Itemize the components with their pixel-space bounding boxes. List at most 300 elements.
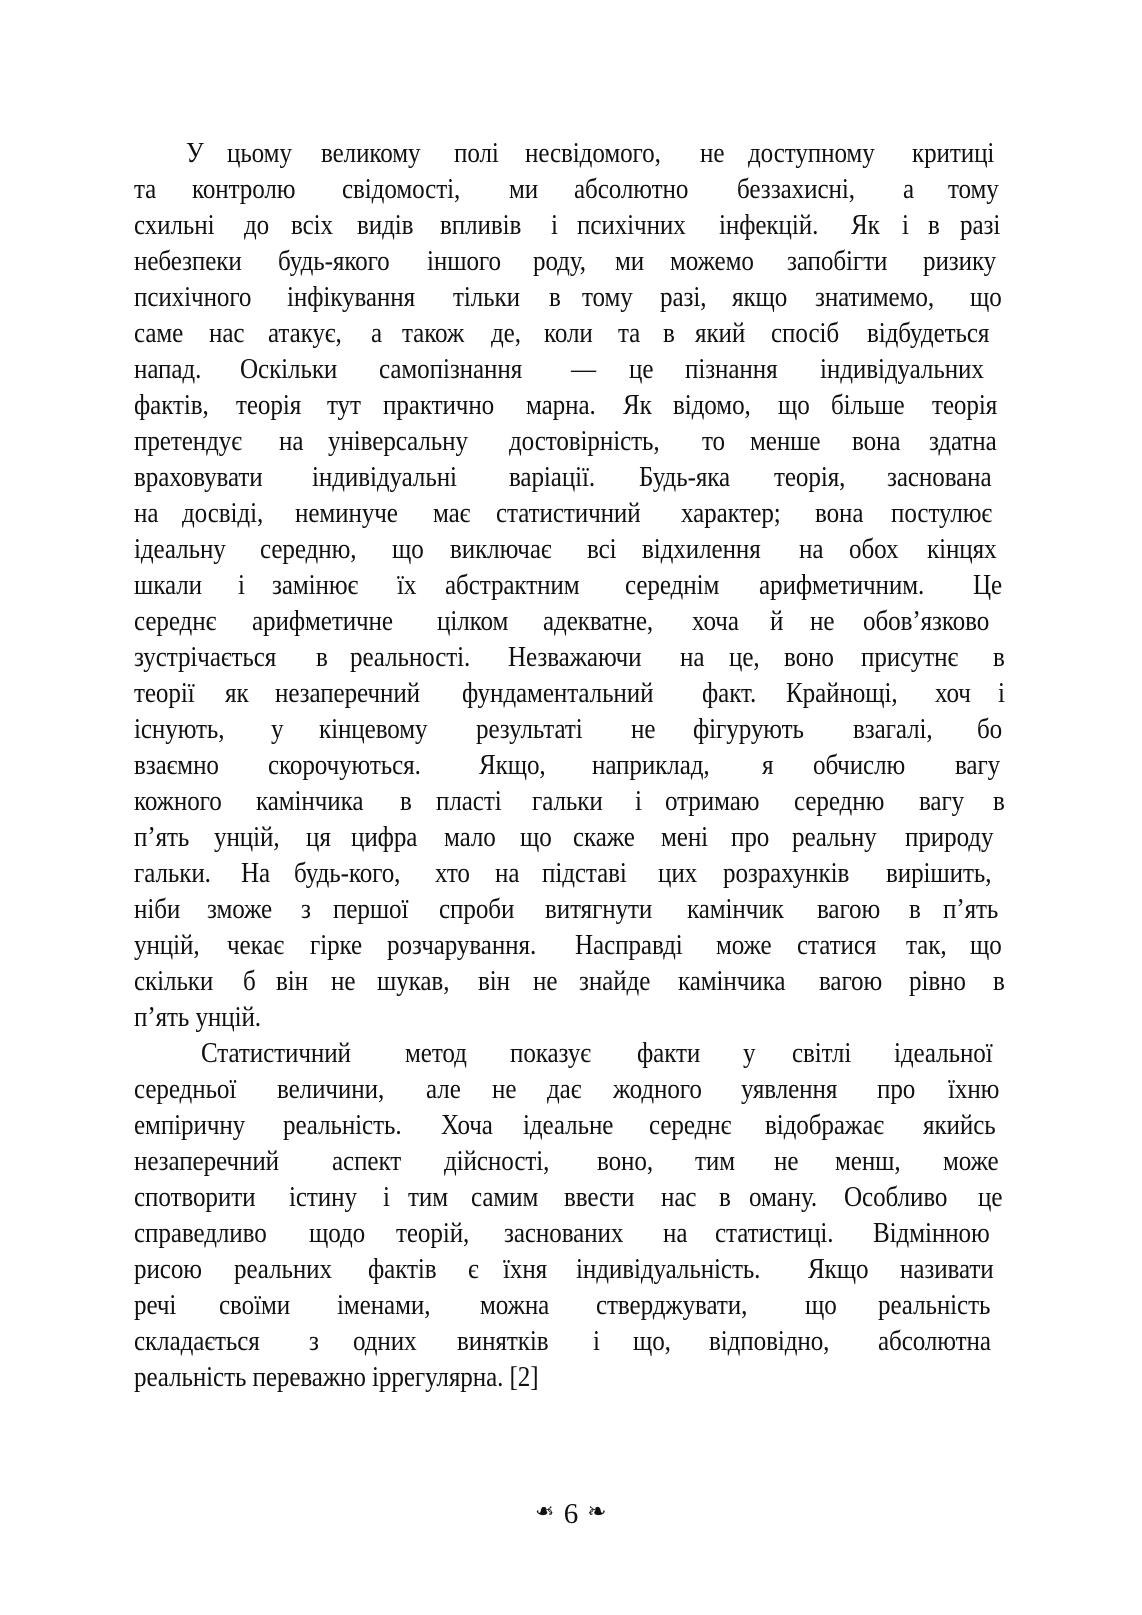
word: вирішить, bbox=[886, 858, 992, 889]
word: вагу bbox=[919, 786, 965, 817]
word: відомо, bbox=[672, 390, 751, 421]
word: достовірність, bbox=[509, 426, 660, 457]
word: середнє bbox=[648, 1110, 732, 1141]
word: емпіричну bbox=[134, 1110, 246, 1141]
text-line bbox=[134, 928, 1006, 964]
word: і bbox=[901, 210, 909, 241]
word: Якщо bbox=[808, 1254, 869, 1285]
word: фігурують bbox=[693, 714, 804, 745]
word: унцій, bbox=[214, 822, 280, 853]
word: так, bbox=[905, 930, 947, 961]
word: На bbox=[241, 858, 271, 889]
word: теорія, bbox=[774, 462, 846, 493]
paragraph-indent bbox=[134, 1036, 166, 1072]
word: гальки. bbox=[134, 858, 211, 889]
word: відповідно, bbox=[708, 1326, 830, 1357]
word: існують, bbox=[134, 714, 225, 745]
word: і bbox=[237, 570, 245, 601]
word: нас bbox=[661, 1182, 697, 1213]
word: є bbox=[468, 1254, 480, 1285]
word: вона bbox=[852, 426, 901, 457]
word: хоч bbox=[934, 678, 971, 709]
word: зможе bbox=[206, 894, 272, 925]
word: першої bbox=[332, 894, 409, 925]
word: як bbox=[225, 678, 249, 709]
word: в bbox=[909, 894, 922, 925]
word: речі bbox=[134, 1290, 177, 1321]
body-text bbox=[134, 136, 1006, 1396]
word: їхня bbox=[503, 1254, 548, 1285]
word: також bbox=[401, 318, 465, 349]
word: ця bbox=[305, 822, 331, 853]
word: небезпеки bbox=[134, 246, 242, 277]
word: атакує, bbox=[267, 318, 342, 349]
text-line bbox=[134, 208, 1006, 244]
word: аспект bbox=[332, 1146, 402, 1177]
word: доступному bbox=[748, 138, 875, 169]
word: пізнання bbox=[685, 354, 779, 385]
word: будь-якого bbox=[278, 246, 390, 277]
text-line bbox=[134, 1216, 1006, 1252]
word: оману. bbox=[749, 1182, 818, 1213]
word: неминуче bbox=[295, 498, 399, 529]
word: це bbox=[628, 354, 654, 385]
word: статися bbox=[797, 930, 877, 961]
text-line bbox=[134, 676, 1006, 712]
word: фундаментальний bbox=[461, 678, 654, 709]
word: в bbox=[992, 966, 1005, 997]
word: про bbox=[731, 822, 770, 853]
word: хоча bbox=[692, 606, 740, 637]
leaf-ornament-right: ❧ bbox=[587, 1499, 607, 1525]
word: нас bbox=[208, 318, 245, 349]
text-line bbox=[134, 604, 1006, 640]
text-line bbox=[134, 244, 1006, 280]
word: унцій, bbox=[134, 930, 200, 961]
word: цих bbox=[658, 858, 698, 889]
page-footer bbox=[0, 1494, 1142, 1531]
word: воно bbox=[784, 642, 834, 673]
word: що bbox=[777, 390, 810, 421]
word: бо bbox=[977, 714, 1003, 745]
word: виключає bbox=[449, 534, 552, 565]
word: інфікування bbox=[287, 282, 416, 313]
word: спотворити bbox=[134, 1182, 256, 1213]
word: можна bbox=[480, 1290, 550, 1321]
word: який bbox=[694, 318, 745, 349]
word: ввести bbox=[564, 1182, 635, 1213]
word: називати bbox=[899, 1254, 994, 1285]
word: абсолютно bbox=[574, 174, 689, 205]
word: і bbox=[383, 1182, 391, 1213]
word: обчислю bbox=[812, 750, 905, 781]
word: разі, bbox=[659, 282, 706, 313]
word: що bbox=[805, 1290, 837, 1321]
paragraph bbox=[134, 136, 1006, 1036]
word: контролю bbox=[191, 174, 296, 205]
word: статистиці. bbox=[714, 1218, 834, 1249]
word: універсальну bbox=[328, 426, 469, 457]
word: тут bbox=[327, 390, 362, 421]
word: фактів bbox=[367, 1254, 437, 1285]
word: теорій, bbox=[396, 1218, 470, 1249]
word: тільки bbox=[452, 282, 520, 313]
word: ідеальну bbox=[134, 534, 226, 565]
text-line bbox=[134, 136, 1006, 172]
word: всіх bbox=[291, 210, 334, 241]
text-line bbox=[134, 1180, 1006, 1216]
word: Оскільки bbox=[239, 354, 337, 385]
word: камінчика bbox=[255, 786, 364, 817]
text-line bbox=[134, 712, 1006, 748]
word: У bbox=[186, 138, 205, 169]
word: замінює bbox=[272, 570, 359, 601]
word: тим bbox=[694, 1146, 735, 1177]
text-line bbox=[134, 640, 1006, 676]
word: з bbox=[301, 894, 312, 925]
word: п’ять bbox=[134, 822, 190, 853]
word: ми bbox=[614, 246, 645, 277]
word: Як bbox=[850, 210, 880, 241]
text-line bbox=[134, 532, 1006, 568]
word: тому bbox=[948, 174, 1000, 205]
word: враховувати bbox=[134, 462, 263, 493]
word: кінцевому bbox=[318, 714, 428, 745]
word: не bbox=[330, 966, 355, 997]
paragraph bbox=[134, 1036, 1006, 1396]
word: де, bbox=[491, 318, 522, 349]
word: на bbox=[134, 498, 159, 529]
word: більше bbox=[831, 390, 905, 421]
text-line bbox=[134, 820, 1006, 856]
word: всі bbox=[586, 534, 617, 565]
word: не bbox=[700, 138, 725, 169]
word: Якщо, bbox=[478, 750, 546, 781]
text-line bbox=[134, 784, 1006, 820]
word: саме bbox=[134, 318, 184, 349]
word: дає bbox=[546, 1074, 582, 1105]
word: фактів, bbox=[134, 390, 209, 421]
word: у bbox=[743, 1038, 756, 1069]
word: менше bbox=[750, 426, 821, 457]
word: кінцях bbox=[926, 534, 997, 565]
word: одних bbox=[352, 1326, 417, 1357]
text-line bbox=[134, 316, 1006, 352]
text-line bbox=[134, 1108, 1006, 1144]
word: коли bbox=[544, 318, 593, 349]
word: теорія bbox=[931, 390, 998, 421]
text-line bbox=[134, 460, 1006, 496]
word: самим bbox=[470, 1182, 539, 1213]
word: разі bbox=[960, 210, 1001, 241]
word: гірке bbox=[309, 930, 362, 961]
text-line bbox=[134, 856, 1006, 892]
word: і bbox=[998, 678, 1005, 709]
word: знайде bbox=[578, 966, 651, 997]
word: гальки bbox=[532, 786, 604, 817]
text-line bbox=[134, 172, 1006, 208]
word: не bbox=[631, 714, 656, 745]
word: теорія bbox=[236, 390, 302, 421]
word: має bbox=[433, 498, 471, 529]
word: скорочуються. bbox=[267, 750, 421, 781]
word: щодо bbox=[308, 1218, 365, 1249]
word: результаті bbox=[476, 714, 583, 745]
word: ризику bbox=[922, 246, 996, 277]
word: рівно bbox=[909, 966, 967, 997]
word: Особливо bbox=[843, 1182, 947, 1213]
word: марна. bbox=[526, 390, 596, 421]
word: на bbox=[799, 534, 824, 565]
word: воно, bbox=[597, 1146, 654, 1177]
word: реальну bbox=[792, 822, 877, 853]
word: арифметичним. bbox=[758, 570, 924, 601]
word: камінчик bbox=[687, 894, 784, 925]
word: до bbox=[244, 210, 270, 241]
word: в bbox=[718, 1182, 731, 1213]
word: не bbox=[532, 966, 557, 997]
word: вагою bbox=[817, 894, 881, 925]
word: в bbox=[928, 210, 941, 241]
word: практично bbox=[382, 390, 495, 421]
word: несвідомого, bbox=[525, 138, 662, 169]
word: менш, bbox=[834, 1146, 901, 1177]
word: на bbox=[494, 858, 519, 889]
word: психічних bbox=[577, 210, 686, 241]
text-line bbox=[134, 568, 1006, 604]
text-line: п’ять унцій. bbox=[134, 1002, 261, 1033]
word: їх bbox=[396, 570, 417, 601]
text-line bbox=[134, 1252, 1006, 1288]
word: він bbox=[275, 966, 308, 997]
text-line bbox=[134, 388, 1006, 424]
text-line bbox=[134, 1324, 1006, 1360]
word: це, bbox=[728, 642, 760, 673]
word: вагу bbox=[954, 750, 1000, 781]
text-line bbox=[134, 892, 1006, 928]
word: заснованих bbox=[503, 1218, 623, 1249]
word: і bbox=[634, 786, 642, 817]
word: Як bbox=[622, 390, 652, 421]
word: на bbox=[278, 426, 303, 457]
word: своїми bbox=[219, 1290, 291, 1321]
word: розрахунків bbox=[722, 858, 850, 889]
word: вона bbox=[815, 498, 864, 529]
word: спроби bbox=[438, 894, 515, 925]
word: середню bbox=[794, 786, 885, 817]
text-line bbox=[134, 1036, 1006, 1072]
word: відхилення bbox=[642, 534, 762, 565]
word: присутнє bbox=[861, 642, 959, 673]
word: шкали bbox=[134, 570, 202, 601]
word: Хоча bbox=[441, 1110, 493, 1141]
word: й bbox=[770, 606, 784, 637]
word: що bbox=[969, 930, 1002, 961]
word: якийсь bbox=[923, 1110, 997, 1141]
word: розчарування. bbox=[387, 930, 537, 961]
word: в bbox=[992, 642, 1005, 673]
word: середньої bbox=[134, 1074, 237, 1105]
word: складається bbox=[134, 1326, 260, 1357]
word: величини, bbox=[277, 1074, 385, 1105]
word: на bbox=[680, 642, 705, 673]
word: будь-кого, bbox=[294, 858, 401, 889]
word: в bbox=[548, 282, 561, 313]
word: чекає bbox=[226, 930, 284, 961]
word: отримаю bbox=[664, 786, 760, 817]
word: цифра bbox=[351, 822, 418, 853]
page-number: 6 bbox=[563, 1497, 579, 1530]
word: в bbox=[400, 786, 412, 817]
word: інфекцій. bbox=[719, 210, 819, 241]
word: та bbox=[618, 318, 641, 349]
word: б bbox=[242, 966, 256, 997]
word: ніби bbox=[134, 894, 181, 925]
word: пласті bbox=[435, 786, 502, 817]
word: Це bbox=[972, 570, 1003, 601]
word: незаперечний bbox=[134, 1146, 279, 1177]
word: Насправді bbox=[575, 930, 683, 961]
word: великому bbox=[320, 138, 421, 169]
text-line: реальність переважно іррегулярна. [2] bbox=[134, 1362, 539, 1393]
word: критиці bbox=[912, 138, 995, 169]
word: відбудеться bbox=[866, 318, 990, 349]
word: напад. bbox=[134, 354, 202, 385]
word: полі bbox=[454, 138, 500, 169]
word: в bbox=[992, 786, 1005, 817]
text-line bbox=[134, 1144, 1006, 1180]
word: статистичний bbox=[496, 498, 641, 529]
word: тому bbox=[581, 282, 633, 313]
word: досвіді, bbox=[182, 498, 264, 529]
word: індивідуальних bbox=[819, 354, 984, 385]
word: а bbox=[903, 174, 915, 205]
word: Статистичний bbox=[200, 1038, 351, 1069]
word: відображає bbox=[765, 1110, 885, 1141]
word: абстрактним bbox=[445, 570, 580, 601]
word: їхню bbox=[947, 1074, 999, 1105]
word: показує bbox=[510, 1038, 592, 1069]
word: з bbox=[309, 1326, 319, 1357]
word: про bbox=[877, 1074, 916, 1105]
word: мені bbox=[660, 822, 708, 853]
word: справедливо bbox=[134, 1218, 267, 1249]
word: спосіб bbox=[770, 318, 839, 349]
word: у bbox=[270, 714, 284, 745]
word: обох bbox=[848, 534, 899, 565]
word: іншого bbox=[427, 246, 501, 277]
word: впливів bbox=[440, 210, 522, 241]
word: на bbox=[663, 1218, 688, 1249]
word: метод bbox=[405, 1038, 468, 1069]
word: реальності. bbox=[350, 642, 471, 673]
word: не bbox=[773, 1146, 798, 1177]
word: якщо bbox=[732, 282, 788, 313]
word: Крайнощі, bbox=[785, 678, 898, 709]
word: уявлення bbox=[740, 1074, 838, 1105]
text-line bbox=[134, 424, 1006, 460]
text-line bbox=[134, 280, 1006, 316]
word: взаємно bbox=[134, 750, 219, 781]
word: психічного bbox=[134, 282, 252, 313]
word: тим bbox=[408, 1182, 449, 1213]
word: кожного bbox=[134, 786, 222, 817]
word: ідеальної bbox=[893, 1038, 993, 1069]
word: знатимемо, bbox=[814, 282, 934, 313]
word: самопізнання bbox=[379, 354, 523, 385]
word: індивідуальні bbox=[312, 462, 458, 493]
word: факт. bbox=[701, 678, 756, 709]
word: беззахисні, bbox=[736, 174, 855, 205]
word: підставі bbox=[542, 858, 627, 889]
word: шукав, bbox=[376, 966, 450, 997]
word: постулює bbox=[891, 498, 993, 529]
word: Відмінною bbox=[873, 1218, 991, 1249]
word: середнє bbox=[134, 606, 217, 637]
word: реальність. bbox=[283, 1110, 402, 1141]
word: варіації. bbox=[508, 462, 595, 493]
word: та bbox=[134, 174, 157, 205]
word: може bbox=[942, 1146, 999, 1177]
word: істину bbox=[289, 1182, 357, 1213]
word: жодного bbox=[612, 1074, 702, 1105]
word: видів bbox=[357, 210, 414, 241]
word: що bbox=[519, 822, 552, 853]
word: камінчика bbox=[678, 966, 786, 997]
word: п’ять bbox=[943, 894, 999, 925]
word: в bbox=[662, 318, 675, 349]
word: це bbox=[978, 1182, 1003, 1213]
word: арифметичне bbox=[252, 606, 394, 637]
word: факти bbox=[636, 1038, 701, 1069]
text-line bbox=[134, 496, 1006, 532]
word: Будь-яка bbox=[638, 462, 730, 493]
word: я bbox=[762, 750, 774, 781]
text-line bbox=[134, 748, 1006, 784]
word: взагалі, bbox=[852, 714, 933, 745]
word: не bbox=[492, 1074, 517, 1105]
word: схильні bbox=[134, 210, 215, 241]
word: абсолютна bbox=[877, 1326, 991, 1357]
word: не bbox=[810, 606, 835, 637]
word: але bbox=[425, 1074, 461, 1105]
word: скільки bbox=[134, 966, 214, 997]
word: що bbox=[391, 534, 424, 565]
word: може bbox=[715, 930, 772, 961]
word: скаже bbox=[573, 822, 635, 853]
word: ідеальне bbox=[523, 1110, 614, 1141]
word: дійсності, bbox=[444, 1146, 550, 1177]
word: індивідуальність. bbox=[576, 1254, 761, 1285]
word: середнім bbox=[624, 570, 720, 601]
word: він bbox=[477, 966, 510, 997]
word: хто bbox=[435, 858, 470, 889]
word: характер; bbox=[681, 498, 781, 529]
word: цілком bbox=[436, 606, 509, 637]
word: що bbox=[969, 282, 1002, 313]
word: рисою bbox=[134, 1254, 202, 1285]
text-line bbox=[134, 1072, 1006, 1108]
word: що, bbox=[633, 1326, 672, 1357]
word: заснована bbox=[887, 462, 992, 493]
word: цьому bbox=[226, 138, 292, 169]
leaf-ornament-left: ❧ bbox=[535, 1499, 555, 1525]
word: здатна bbox=[929, 426, 997, 457]
word: іменами, bbox=[337, 1290, 431, 1321]
word: зустрічається bbox=[134, 642, 277, 673]
word: Незважаючи bbox=[507, 642, 642, 673]
word: витягнути bbox=[544, 894, 652, 925]
